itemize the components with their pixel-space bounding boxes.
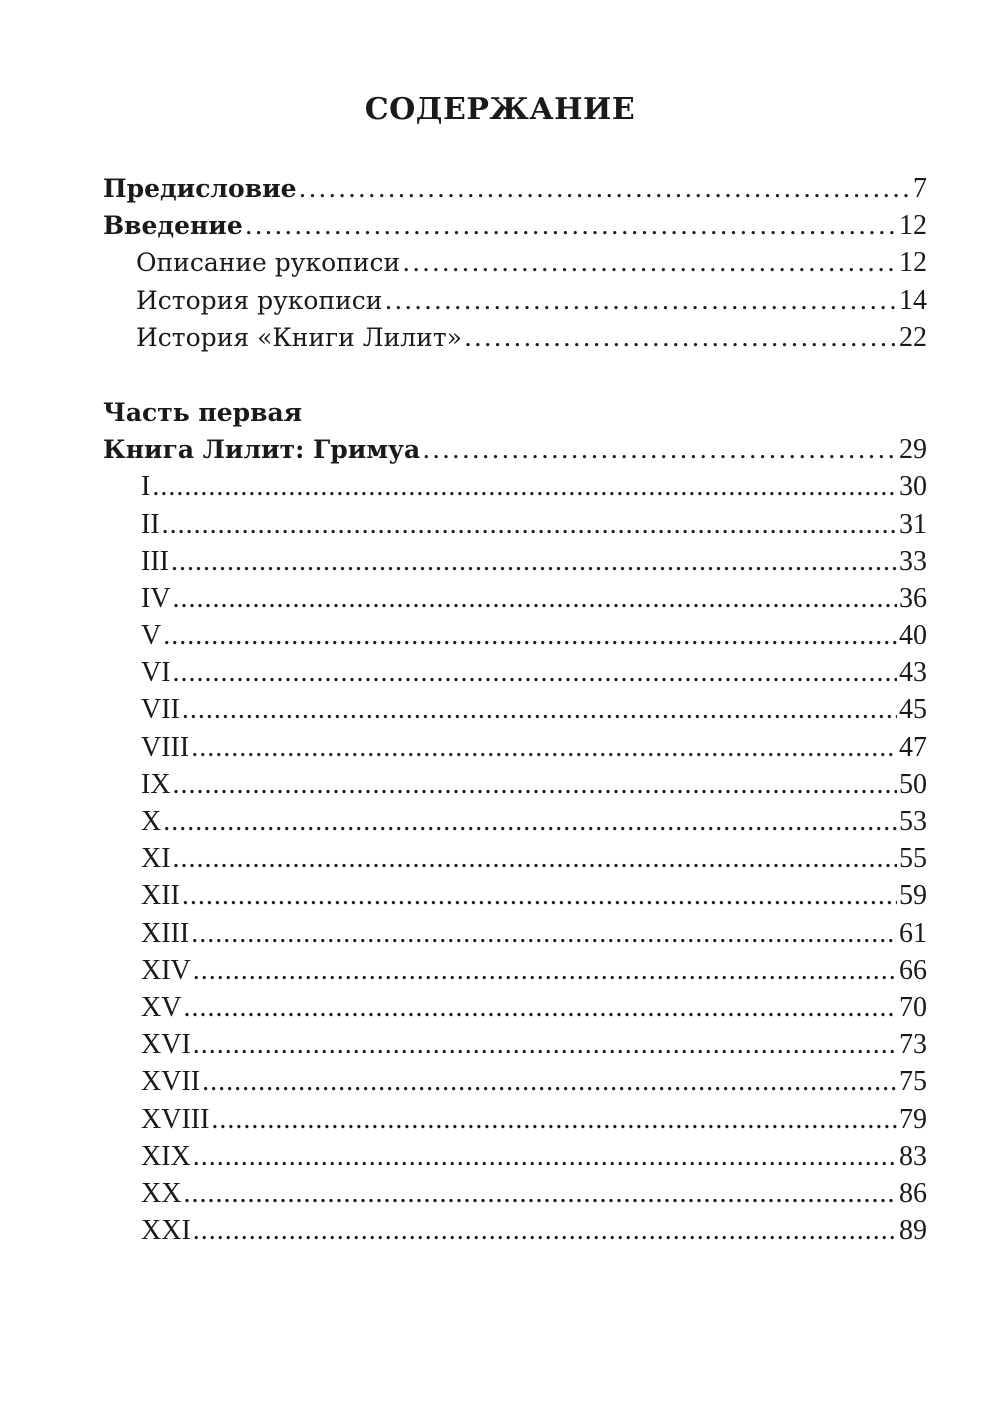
toc-entry-page: 83 (899, 1140, 927, 1172)
toc-entry-chapter[interactable] (103, 915, 927, 952)
toc-entry-chapter[interactable] (103, 580, 927, 617)
toc-entry-label: VII (141, 694, 180, 726)
toc-entry-label: XI (141, 843, 171, 875)
toc-entry-chapter[interactable] (103, 1175, 927, 1212)
toc-entry-chapter[interactable] (103, 1101, 927, 1138)
toc-entry-page: 40 (899, 620, 927, 652)
toc-entry-page: 7 (913, 173, 927, 204)
toc-entry-page: 43 (899, 657, 927, 689)
dot-leader (162, 506, 897, 543)
dot-leader (464, 319, 897, 356)
toc-entry-chapter[interactable] (103, 1212, 927, 1249)
toc-entry-chapter[interactable] (103, 803, 927, 840)
toc-entry-label: III (141, 545, 169, 577)
toc-entry-chapter[interactable] (103, 1063, 927, 1100)
dot-leader (299, 170, 911, 207)
toc-entry-chapter[interactable] (103, 877, 927, 914)
toc-entry-chapter[interactable] (103, 617, 927, 654)
dot-leader (173, 840, 897, 877)
toc-entry-label: Описание рукописи (136, 248, 401, 278)
dot-leader (193, 1212, 897, 1249)
dot-leader (163, 617, 897, 654)
toc-entry-page: 59 (899, 880, 927, 912)
toc-entry-label: Книга Лилит: Гримуа (103, 435, 421, 465)
toc-entry-page: 33 (899, 545, 927, 577)
dot-leader (173, 580, 897, 617)
toc-entry-chapter[interactable] (103, 766, 927, 803)
toc-entry-chapter[interactable] (103, 840, 927, 877)
toc-entry-page: 61 (899, 917, 927, 949)
toc-entry-page: 30 (899, 471, 927, 503)
dot-leader (193, 952, 897, 989)
toc-entry-page: 36 (899, 582, 927, 614)
toc-entry-page: 70 (899, 991, 927, 1023)
toc-entry-preface[interactable] (103, 170, 927, 207)
toc-entry-chapter[interactable] (103, 989, 927, 1026)
dot-leader (152, 468, 897, 505)
dot-leader (193, 1026, 897, 1063)
toc-entry-page: 14 (899, 284, 927, 316)
toc-entry-label: XX (141, 1177, 182, 1209)
toc-entry-page: 22 (899, 321, 927, 353)
dot-leader (245, 207, 897, 244)
dot-leader (384, 282, 897, 319)
page-title: СОДЕРЖАНИЕ (364, 92, 636, 127)
toc-entry-label: XIII (141, 917, 190, 949)
dot-leader (183, 989, 897, 1026)
toc-entry-label: XVIII (141, 1103, 210, 1135)
toc-entry-book[interactable] (103, 431, 927, 468)
toc-entry-label: IX (141, 768, 171, 800)
toc-entry-chapter[interactable] (103, 1138, 927, 1175)
toc-entry-page: 53 (899, 806, 927, 837)
toc-entry-page: 73 (899, 1029, 927, 1061)
toc-entry-chapter[interactable] (103, 1026, 927, 1063)
toc-entry-page: 86 (899, 1177, 927, 1209)
toc-entry-page: 29 (899, 434, 927, 466)
toc-entry-page: 55 (899, 843, 927, 875)
section-spacer (103, 356, 927, 394)
chapter-list (103, 468, 927, 1249)
toc-entry-page: 12 (899, 210, 927, 242)
toc-entry-label: II (141, 508, 160, 540)
toc-entry-label: Предисловие (103, 174, 297, 203)
dot-leader (173, 654, 897, 691)
toc-entry-chapter[interactable] (103, 952, 927, 989)
toc-entry-chapter[interactable] (103, 654, 927, 691)
dot-leader (183, 1175, 897, 1212)
toc-entry-label: XII (141, 880, 180, 912)
dot-leader (211, 1101, 897, 1138)
toc-entry-label: История «Книги Лилит» (136, 322, 462, 352)
dot-leader (173, 766, 897, 803)
toc-entry-introduction[interactable] (103, 207, 927, 244)
toc-entry-label: X (141, 806, 162, 837)
dot-leader (202, 1063, 897, 1100)
toc-entry-label: Введение (103, 211, 243, 241)
dot-leader (193, 1138, 897, 1175)
toc-entry-chapter[interactable] (103, 691, 927, 728)
toc-entry-page: 89 (899, 1215, 927, 1247)
toc-entry-label: XVII (141, 1066, 201, 1098)
toc-entry-page: 75 (899, 1066, 927, 1098)
toc-entry-manuscript-description[interactable] (103, 244, 927, 281)
toc-entry-label: VIII (141, 731, 190, 763)
toc-entry-label: XIX (141, 1140, 191, 1172)
toc-entry-chapter[interactable] (103, 543, 927, 580)
table-of-contents (103, 170, 927, 1249)
dot-leader (191, 915, 897, 952)
toc-entry-label: XV (141, 991, 182, 1023)
toc-entry-label: I (141, 471, 151, 503)
toc-entry-chapter[interactable] (103, 506, 927, 543)
toc-entry-label: V (141, 620, 162, 652)
toc-entry-page: 79 (899, 1103, 927, 1135)
dot-leader (191, 729, 897, 766)
toc-entry-manuscript-history[interactable] (103, 282, 927, 319)
dot-leader (182, 877, 897, 914)
dot-leader (402, 244, 897, 281)
dot-leader (171, 543, 897, 580)
toc-entry-page: 31 (899, 508, 927, 540)
toc-entry-page: 12 (899, 247, 927, 279)
dot-leader (182, 691, 897, 728)
toc-entry-label: XVI (141, 1029, 191, 1061)
toc-entry-label: История рукописи (136, 285, 383, 315)
toc-entry-page: 45 (899, 694, 927, 726)
toc-entry-page: 50 (899, 768, 927, 800)
part-heading: Часть первая (103, 397, 303, 427)
toc-entry-chapter[interactable] (103, 468, 927, 505)
toc-entry-page: 66 (899, 954, 927, 986)
toc-entry-label: IV (141, 582, 171, 614)
toc-entry-book-history[interactable] (103, 319, 927, 356)
dot-leader (422, 431, 897, 468)
toc-entry-chapter[interactable] (103, 729, 927, 766)
toc-entry-label: XXI (141, 1215, 191, 1247)
dot-leader (163, 803, 897, 840)
toc-entry-label: XIV (141, 954, 191, 986)
toc-entry-page: 47 (899, 731, 927, 763)
toc-entry-label: VI (141, 657, 171, 689)
